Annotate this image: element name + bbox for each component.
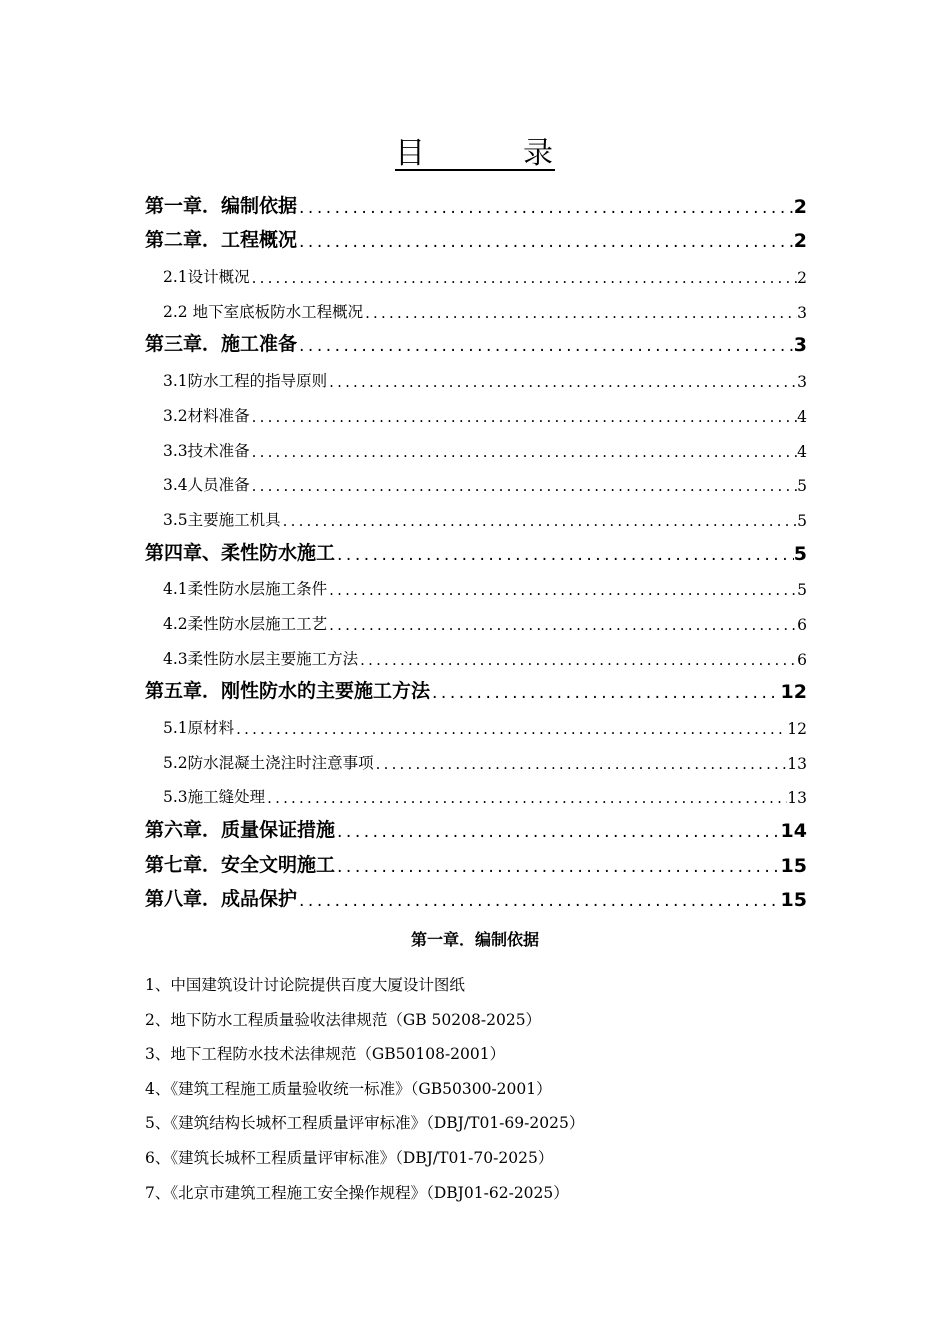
- toc-entry-label: 3.4人员准备: [163, 476, 250, 495]
- toc-entry-label: 5.1原材料: [163, 719, 235, 737]
- toc-leader-dots: [297, 336, 794, 356]
- toc-page-number: 4: [797, 442, 807, 461]
- toc-page-number: 3: [797, 303, 807, 322]
- toc-section-entry[interactable]: [145, 634, 807, 669]
- toc-page-number: 15: [780, 889, 807, 912]
- toc-leader-dots: [250, 443, 797, 461]
- toc-leader-dots: [358, 651, 797, 669]
- toc-page-number: 2: [793, 195, 807, 218]
- toc-leader-dots: [250, 477, 797, 495]
- toc-page-number: 15: [780, 854, 807, 877]
- toc-page-number: 6: [797, 615, 807, 634]
- toc-entry-label: 第八章．成品保护: [145, 888, 298, 911]
- toc-leader-dots: [297, 891, 781, 911]
- toc-section-entry[interactable]: [145, 287, 807, 322]
- toc-section-entry[interactable]: [145, 461, 807, 496]
- toc-leader-dots: [327, 373, 797, 391]
- toc-page-number: 2: [793, 230, 807, 253]
- toc-page-number: 5: [797, 581, 807, 600]
- toc-section-entry[interactable]: [145, 703, 807, 738]
- toc-chapter-entry[interactable]: [145, 322, 807, 357]
- toc-page-number: 5: [793, 542, 807, 565]
- reference-item: 3、地下工程防水技术法律规范（GB50108-2001）: [145, 1045, 506, 1064]
- toc-page-number: 13: [787, 754, 807, 773]
- toc-entry-label: 5.2防水混凝土浇注时注意事项: [163, 753, 374, 772]
- toc-chapter-entry[interactable]: [145, 877, 807, 912]
- toc-entry-label: 3.5主要施工机具: [163, 510, 281, 529]
- toc-entry-label: 第三章．施工准备: [145, 333, 298, 356]
- toc-leader-dots: [297, 232, 794, 252]
- toc-entry-label: 3.1防水工程的指导原则: [163, 372, 328, 391]
- toc-section-entry[interactable]: [145, 773, 807, 808]
- chapter1-title: 第一章．编制依据: [410, 930, 539, 949]
- toc-page-number: 12: [787, 720, 807, 738]
- toc-section-entry[interactable]: [145, 426, 807, 461]
- toc-chapter-entry[interactable]: [145, 842, 807, 877]
- toc-entry-label: 2.2 地下室底板防水工程概况: [163, 302, 364, 321]
- reference-list: [145, 968, 825, 1210]
- toc-entry-label: 第四章、柔性防水施工: [145, 541, 336, 564]
- toc-chapter-entry[interactable]: [145, 807, 807, 842]
- reference-item: 7、《北京市建筑工程施工安全操作规程》（DBJ01-62-2025）: [145, 1183, 569, 1202]
- toc-leader-dots: [335, 822, 781, 842]
- toc-section-entry[interactable]: [145, 252, 807, 287]
- toc-leader-dots: [234, 720, 787, 738]
- toc-leader-dots: [327, 616, 797, 634]
- toc-leader-dots: [281, 512, 797, 530]
- toc-entry-label: 第七章．安全文明施工: [145, 853, 336, 876]
- toc-chapter-entry[interactable]: [145, 183, 807, 218]
- toc-entry-label: 5.3施工缝处理: [163, 788, 266, 807]
- toc-page-number: 3: [797, 373, 807, 392]
- toc-page-number: 2: [797, 269, 807, 288]
- toc-page-number: 3: [793, 334, 807, 357]
- toc-section-entry[interactable]: [145, 738, 807, 773]
- toc-entry-label: 2.1设计概况: [163, 268, 250, 287]
- toc-leader-dots: [363, 304, 797, 322]
- reference-item: 6、《建筑长城杯工程质量评审标准》（DBJ/T01-70-2025）: [145, 1148, 554, 1167]
- toc-entry-label: 3.3技术准备: [163, 441, 250, 460]
- reference-item: 5、《建筑结构长城杯工程质量评审标准》（DBJ/T01-69-2025）: [145, 1114, 585, 1133]
- toc-page-number: 5: [797, 477, 807, 496]
- table-of-contents: [145, 183, 807, 911]
- toc-entry-label: 第五章．刚性防水的主要施工方法: [145, 680, 431, 703]
- toc-entry-label: 4.1柔性防水层施工条件: [163, 580, 328, 599]
- toc-page-number: 12: [780, 681, 807, 704]
- toc-section-entry[interactable]: [145, 599, 807, 634]
- toc-entry-label: 3.2材料准备: [163, 406, 250, 425]
- toc-leader-dots: [250, 408, 797, 426]
- toc-entry-label: 第六章．质量保证措施: [145, 819, 336, 842]
- toc-leader-dots: [335, 545, 794, 565]
- toc-leader-dots: [335, 857, 781, 877]
- toc-leader-dots: [430, 683, 781, 703]
- toc-page-number: 13: [787, 789, 807, 808]
- toc-leader-dots: [374, 755, 788, 773]
- toc-title-text: 目 录: [395, 136, 555, 171]
- toc-page-number: 14: [780, 820, 807, 843]
- toc-leader-dots: [250, 269, 797, 287]
- toc-page-number: 6: [797, 650, 807, 669]
- toc-section-entry[interactable]: [145, 495, 807, 530]
- toc-page-number: 4: [797, 407, 807, 426]
- toc-section-entry[interactable]: [145, 565, 807, 600]
- toc-leader-dots: [265, 789, 787, 807]
- toc-chapter-entry[interactable]: [145, 218, 807, 253]
- reference-item: 1、中国建筑设计讨论院提供百度大厦设计图纸: [145, 976, 465, 994]
- toc-chapter-entry[interactable]: [145, 530, 807, 565]
- toc-entry-label: 4.3柔性防水层主要施工方法: [163, 649, 359, 668]
- reference-item: 4、《建筑工程施工质量验收统一标准》（GB50300-2001）: [145, 1079, 552, 1098]
- toc-heading: [0, 128, 950, 172]
- toc-section-entry[interactable]: [145, 356, 807, 391]
- toc-entry-label: 第一章．编制依据: [145, 194, 298, 217]
- reference-item: 2、地下防水工程质量验收法律规范（GB 50208-2025）: [145, 1010, 542, 1029]
- toc-leader-dots: [297, 198, 794, 218]
- toc-entry-label: 第二章．工程概况: [145, 229, 298, 252]
- toc-page-number: 5: [797, 511, 807, 530]
- toc-leader-dots: [327, 581, 797, 599]
- toc-entry-label: 4.2柔性防水层施工工艺: [163, 614, 328, 633]
- toc-section-entry[interactable]: [145, 391, 807, 426]
- toc-chapter-entry[interactable]: [145, 669, 807, 704]
